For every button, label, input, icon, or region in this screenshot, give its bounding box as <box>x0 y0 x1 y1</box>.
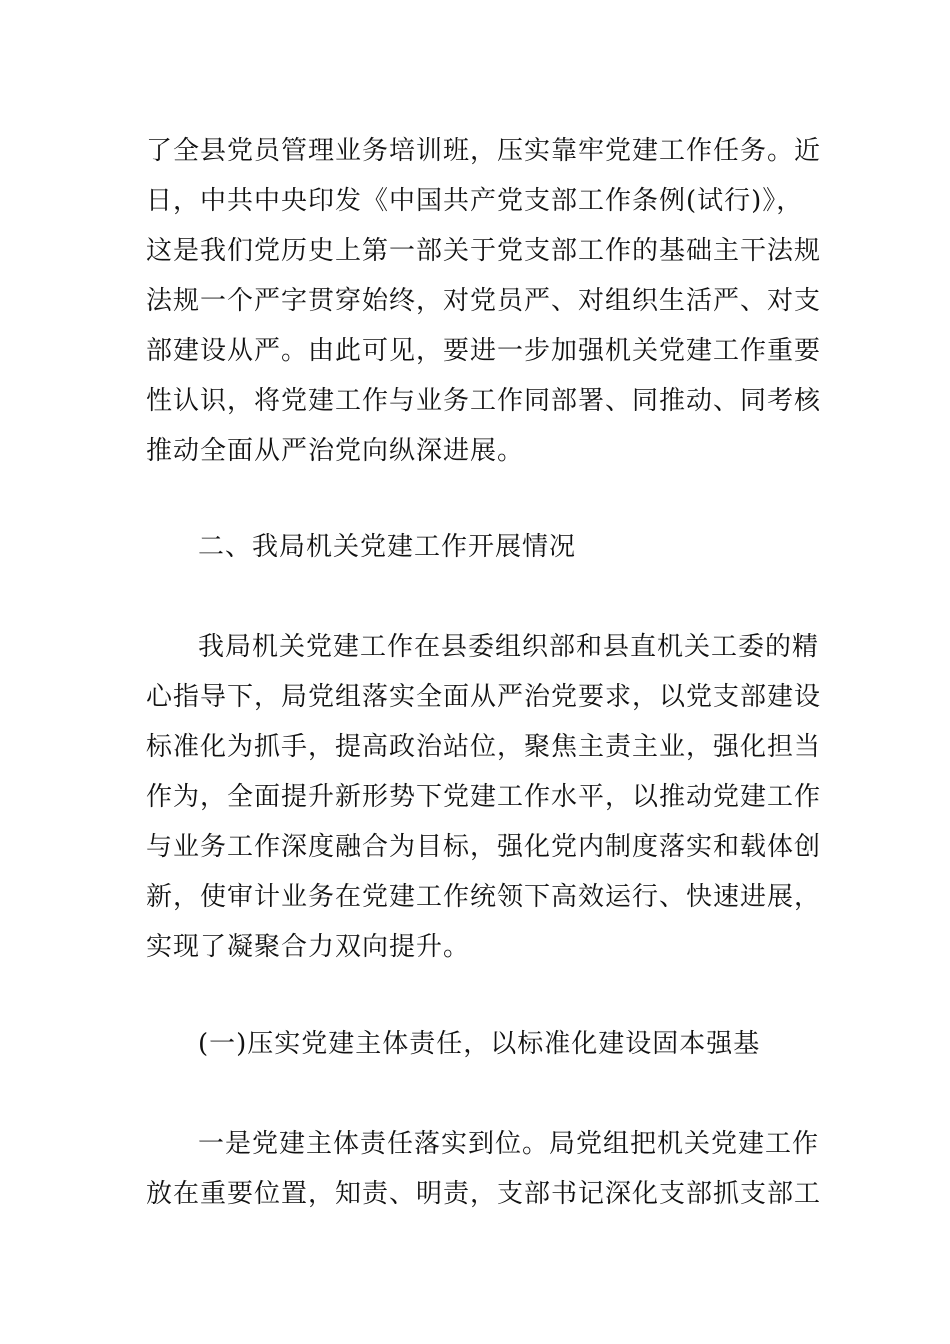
paragraph-line: 这是我们党历史上第一部关于党支部工作的基础主干法规 <box>146 236 822 266</box>
paragraph-line: 日，中共中央印发《中国共产党支部工作条例(试行)》， <box>146 186 804 216</box>
paragraph-line: 实现了凝聚合力双向提升。 <box>146 932 471 962</box>
paragraph-line: 了全县党员管理业务培训班，压实靠牢党建工作任务。近 <box>146 136 822 166</box>
paragraph-line: 一是党建主体责任落实到位。局党组把机关党建工作 <box>198 1129 820 1159</box>
paragraph-line: 作为，全面提升新形势下党建工作水平，以推动党建工作 <box>146 782 822 812</box>
paragraph-line: 部建设从严。由此可见，要进一步加强机关党建工作重要 <box>146 336 822 366</box>
paragraph-line: 心指导下，局党组落实全面从严治党要求，以党支部建设 <box>146 682 822 712</box>
paragraph-line: 推动全面从严治党向纵深进展。 <box>146 436 525 466</box>
paragraph-line: 与业务工作深度融合为目标，强化党内制度落实和载体创 <box>146 832 822 862</box>
paragraph-line: 我局机关党建工作在县委组织部和县直机关工委的精 <box>198 632 820 662</box>
paragraph-line: 标准化为抓手，提高政治站位，聚焦主责主业，强化担当 <box>146 732 822 762</box>
paragraph-line: 性认识，将党建工作与业务工作同部署、同推动、同考核 <box>146 386 822 416</box>
section-heading: 二、我局机关党建工作开展情况 <box>198 532 577 562</box>
paragraph-line: 新，使审计业务在党建工作统领下高效运行、快速进展， <box>146 882 822 912</box>
paragraph-line: 法规一个严字贯穿始终，对党员严、对组织生活严、对支 <box>146 286 822 316</box>
subsection-heading: (一)压实党建主体责任，以标准化建设固本强基 <box>198 1029 761 1059</box>
paragraph-line: 放在重要位置，知责、明责，支部书记深化支部抓支部工 <box>146 1179 822 1209</box>
